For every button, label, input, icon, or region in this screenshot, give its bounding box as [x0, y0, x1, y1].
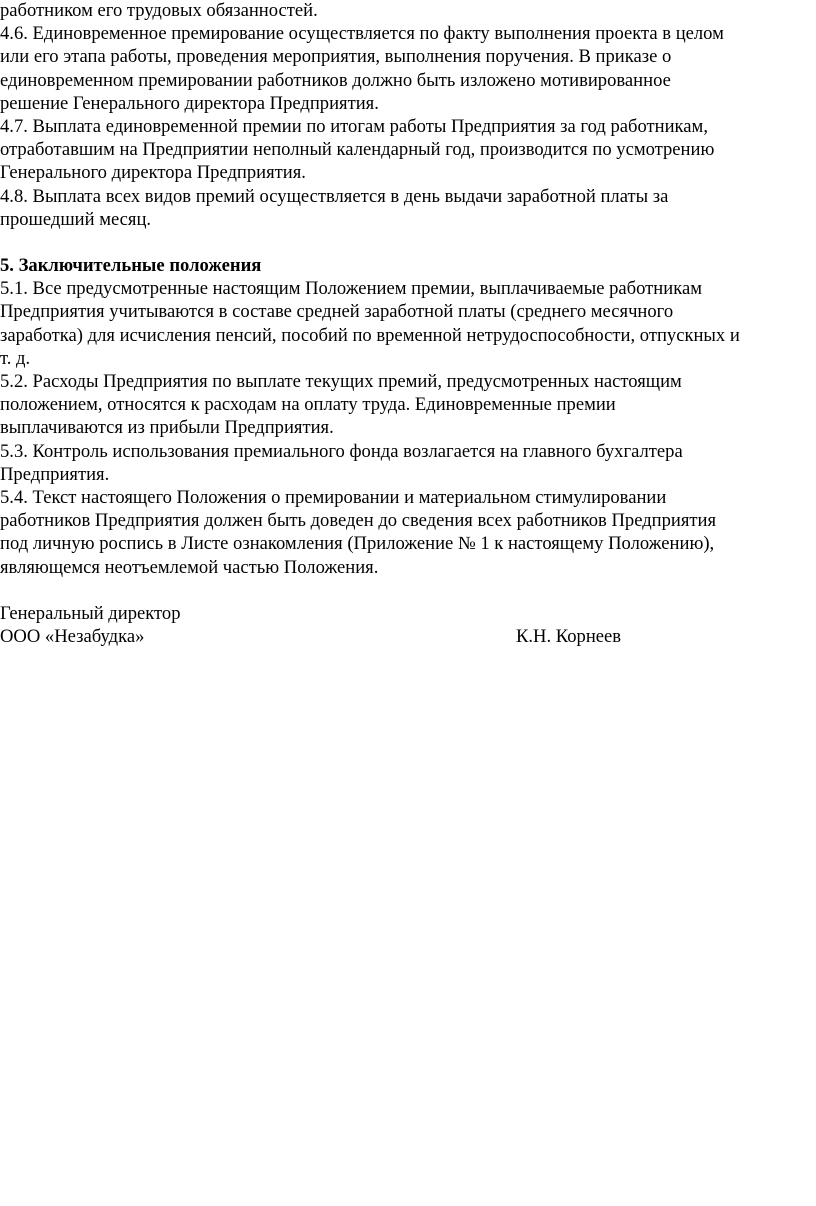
text-line: 4.8. Выплата всех видов премий осуществляется в день выдачи заработной платы за	[0, 185, 669, 207]
text-line: 5.4. Текст настоящего Положения о премировании и материальном стимулировании	[0, 486, 667, 508]
text-line: являющемся неотъемлемой частью Положения.	[0, 556, 379, 578]
paragraph-gap	[0, 579, 812, 602]
signature-block	[0, 602, 812, 648]
paragraph-gap	[0, 231, 812, 254]
text-line: 5.3. Контроль использования премиального фонда возлагается на главного бухгалтера	[0, 440, 683, 462]
signatory-name: К.Н. Корнеев	[516, 626, 622, 648]
signatory-position: Генеральный директор	[0, 602, 181, 624]
company-name: ООО «Незабудка»	[0, 626, 145, 648]
text-line: решение Генерального директора Предприятия.	[0, 92, 379, 114]
text-line: заработка) для исчисления пенсий, пособий по временной нетрудоспособности, отпускных и	[0, 324, 740, 346]
text-line: т. д.	[0, 347, 31, 369]
text-line: положением, относятся к расходам на оплату труда. Единовременные премии	[0, 394, 616, 416]
text-line: работников Предприятия должен быть доведен до сведения всех работников Предприятия	[0, 510, 717, 532]
text-line: 4.6. Единовременное премирование осуществляется по факту выполнения проекта в целом	[0, 23, 724, 45]
text-line: выплачиваются из прибыли Предприятия.	[0, 417, 334, 439]
text-line: 4.7. Выплата единовременной премии по итогам работы Предприятия за год работникам,	[0, 115, 708, 137]
text-line: Предприятия учитываются в составе средней заработной платы (среднего месячного	[0, 301, 674, 323]
text-line: 5.1. Все предусмотренные настоящим Положением премии, выплачиваемые работникам	[0, 278, 702, 300]
text-line: под личную роспись в Листе ознакомления (Приложение № 1 к настоящему Положению),	[0, 533, 715, 555]
text-line: 5.2. Расходы Предприятия по выплате текущих премий, предусмотренных настоящим	[0, 371, 682, 392]
text-line: или его этапа работы, проведения мероприятия, выполнения поручения. В приказе о	[0, 46, 672, 68]
text-line: прошедший месяц.	[0, 208, 152, 230]
section-heading: 5. Заключительные положения	[0, 255, 262, 277]
text-line: Предприятия.	[0, 463, 110, 485]
text-line: работником его трудовых обязанностей.	[0, 0, 318, 21]
text-line: отработавшим на Предприятии неполный календарный год, производится по усмотрению	[0, 139, 715, 161]
text-line: Генерального директора Предприятия.	[0, 162, 306, 184]
text-line: единовременном премировании работников должно быть изложено мотивированное	[0, 69, 671, 91]
signature-row	[0, 625, 812, 648]
section-4-continuation	[0, 0, 812, 231]
section-5	[0, 254, 812, 579]
